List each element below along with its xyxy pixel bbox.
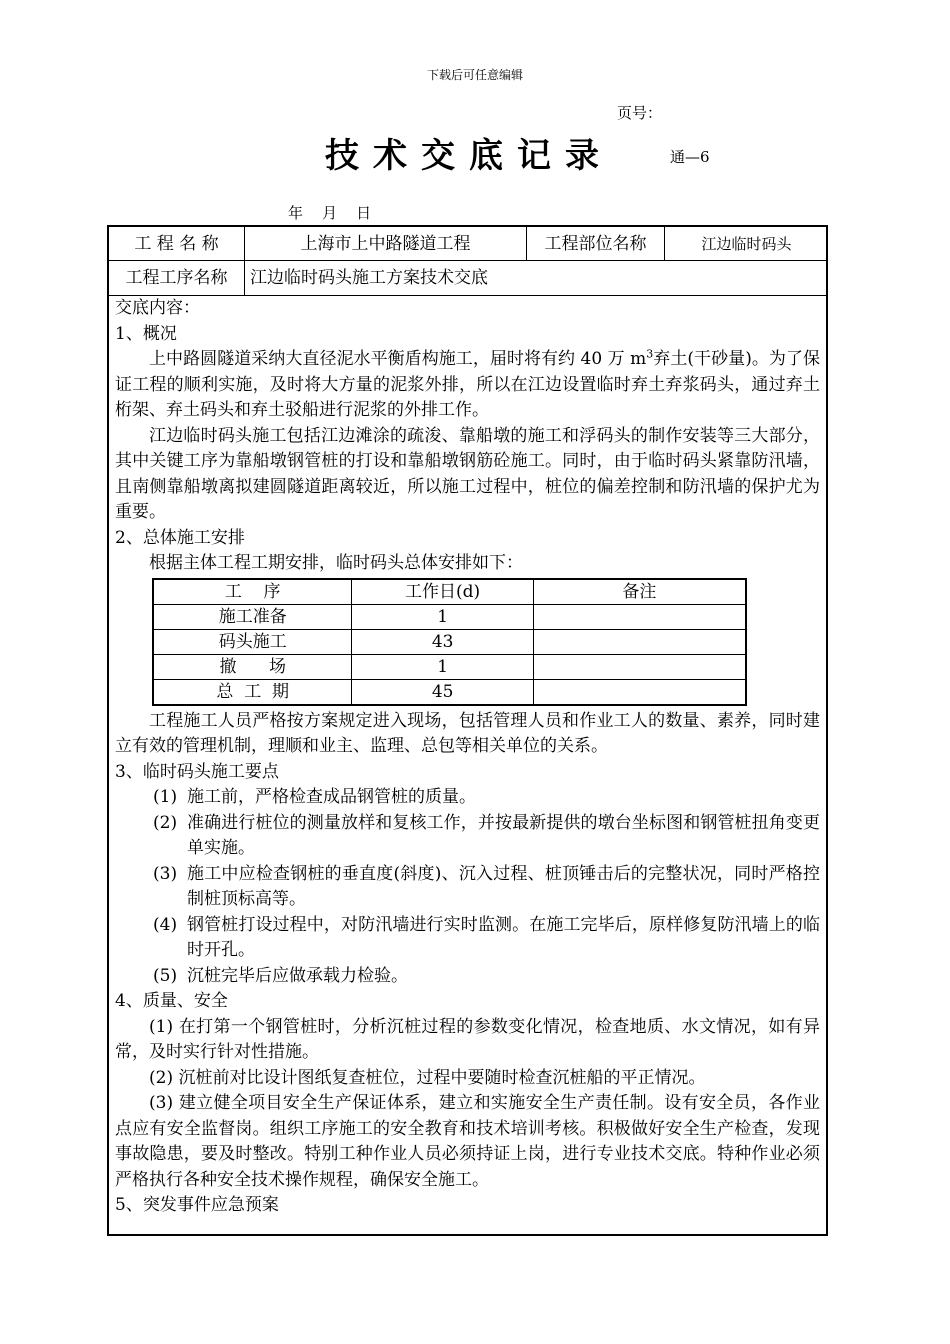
section-2-paragraph-2: 工程施工人员严格按方案规定进入现场，包括管理人员和作业工人的数量、素养，同时建立有效的管理机制，理顺和业主、监理、总包等相关单位的关系。 [115, 710, 820, 756]
days-cell: 43 [352, 629, 533, 654]
table-row [153, 679, 746, 705]
table-row [153, 604, 746, 629]
section-1-title: 1、概况 [115, 323, 177, 344]
process-name-value: 江边临时码头施工方案技术交底 [250, 268, 488, 288]
section-4-paragraph-3: (3) 建立健全项目安全生产保证体系，建立和实施安全生产责任制。设有安全员，各作业点应有安全监督岗。组织工序施工的安全教育和技术培训考核。积极做好安全生产检查，发现事故隐患，要及时整改。特别工种作业人员必须持证上岗，进行专业技术交底。特种作业必须严格执行各种安全技术操作规程，确保安全施工。 [115, 1093, 820, 1190]
page-number-label: 页号： [617, 104, 663, 122]
process-cell: 总 工 期 [153, 679, 352, 705]
table-row [153, 654, 746, 679]
document-title: 技术交底记录 [325, 136, 613, 176]
section-1-paragraph-1 [115, 347, 820, 424]
note-cell [533, 604, 746, 629]
paragraph-text: 弃土(干砂量)。为了保证工程的顺利实施，及时将大方量的泥浆外排，所以在江边设置临时弃土弃浆码头，通过弃土桁架、弃土码头和弃土驳船进行泥浆的外排工作。 [115, 349, 821, 420]
list-item [115, 811, 820, 862]
section-3-title: 3、临时码头施工要点 [115, 761, 279, 782]
note-cell [533, 679, 746, 705]
list-item [115, 913, 820, 964]
list-item [115, 785, 820, 811]
section-2-intro: 根据主体工程工期安排，临时码头总体安排如下： [149, 553, 523, 573]
process-cell: 撤 场 [153, 654, 352, 679]
header-cell: 备注 [533, 579, 746, 605]
process-cell: 码头施工 [153, 629, 352, 654]
disclosure-content [115, 296, 820, 1219]
header-cell: 工 序 [153, 579, 352, 605]
form-code: 通—6 [670, 148, 710, 166]
schedule-table [152, 578, 747, 706]
date-line: 年 月 日 [288, 204, 372, 222]
note-cell [533, 654, 746, 679]
note-cell [533, 629, 746, 654]
section-2-title: 2、总体施工安排 [115, 527, 245, 548]
header-cell: 工作日(d) [352, 579, 533, 605]
item-number: (5) [153, 965, 178, 986]
paragraph-text: 上中路圆隧道采纳大直径泥水平衡盾构施工，届时将有约 40 万 m [149, 349, 647, 369]
days-cell: 1 [352, 604, 533, 629]
section-1-paragraph-2: 江边临时码头施工包括江边滩涂的疏浚、靠船墩的施工和浮码头的制作安装等三大部分，其中关键工序为靠船墩钢管桩的打设和靠船墩钢筋砼施工。同时，由于临时码头紧靠防汛墙，且南侧靠船墩离拟建圆隧道距离较近，所以施工过程中，桩位的偏差控制和防汛墙的保护尤为重要。 [115, 425, 820, 522]
section-4-paragraph-2: (2) 沉桩前对比设计图纸复查桩位，过程中要随时检查沉桩船的平正情况。 [149, 1067, 706, 1088]
list-item [115, 862, 820, 913]
item-number: (1) [153, 787, 178, 807]
item-text: 施工中应检查钢桩的垂直度(斜度)、沉入过程、桩顶锤击后的完整状况，同时严格控制桩顶标高等。 [187, 863, 820, 909]
item-number: (2) [153, 812, 178, 833]
item-text: 施工前，严格检查成品钢管桩的质量。 [187, 787, 476, 807]
section-5-title: 5、突发事件应急预案 [115, 1195, 279, 1215]
item-text: 钢管桩打设过程中，对防汛墙进行实时监测。在施工完毕后，原样修复防汛墙上的临时开孔。 [187, 914, 820, 960]
project-name-label: 工 程 名 称 [134, 234, 219, 254]
watermark-text: 下载后可任意编辑 [426, 68, 523, 82]
list-item [115, 964, 820, 990]
project-part-value: 江边临时码头 [701, 235, 792, 253]
section-4-paragraph-1: (1) 在打第一个钢管桩时，分析沉桩过程的参数变化情况，检查地质、水文情况，如有异常，及时实行针对性措施。 [115, 1016, 820, 1062]
table-header-row [153, 579, 746, 605]
item-number: (3) [153, 863, 178, 884]
days-cell: 45 [352, 679, 533, 705]
content-heading: 交底内容： [115, 298, 200, 318]
project-part-label: 工程部位名称 [544, 234, 647, 254]
item-number: (4) [153, 914, 178, 935]
item-text: 沉桩完毕后应做承载力检验。 [187, 965, 408, 986]
section-4-title: 4、质量、安全 [115, 991, 228, 1011]
table-row [153, 629, 746, 654]
process-cell: 施工准备 [153, 604, 352, 629]
days-cell: 1 [352, 654, 533, 679]
item-text: 准确进行桩位的测量放样和复核工作，并按最新提供的墩台坐标图和钢管桩扭角变更单实施。 [187, 812, 820, 858]
project-name-value: 上海市上中路隧道工程 [300, 234, 471, 254]
superscript: 3 [646, 347, 654, 361]
process-name-label: 工程工序名称 [125, 268, 228, 288]
